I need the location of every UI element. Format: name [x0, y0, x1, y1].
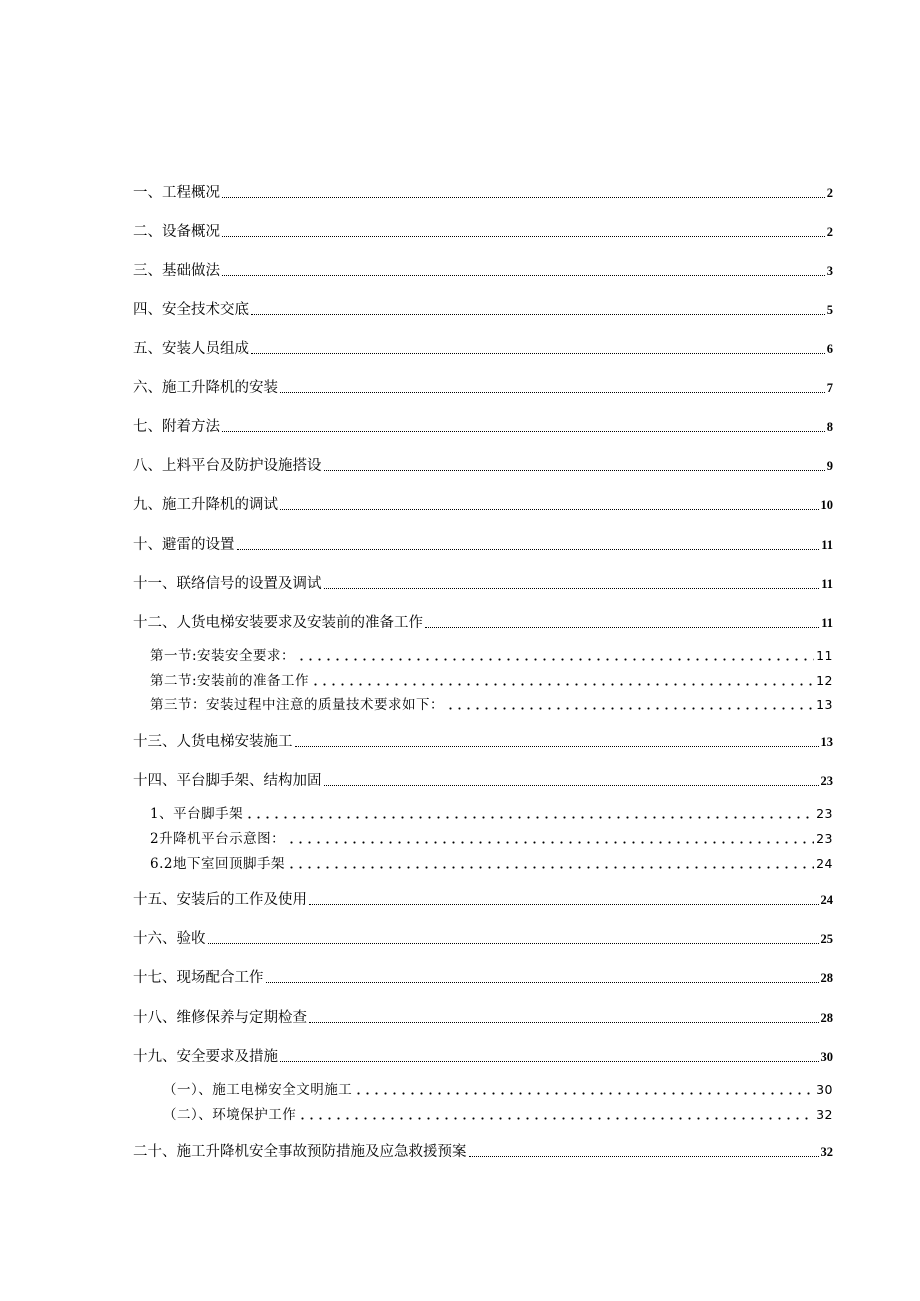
toc-entry[interactable]: [133, 1142, 833, 1162]
toc-subentry-title: （二）、环境保护工作: [163, 1107, 297, 1123]
toc-leader-dots: [245, 811, 814, 819]
toc-entry-page: 5: [826, 303, 833, 317]
toc-subentry-title: 第二节:安装前的准备工作: [150, 673, 310, 689]
toc-entry-page: 11: [821, 577, 833, 591]
toc-entry-title: 十九、安全要求及措施: [133, 1049, 278, 1065]
toc-entry[interactable]: [133, 417, 833, 437]
toc-entry-title: 二、设备概况: [133, 224, 220, 240]
toc-entry-page: 28: [820, 1011, 833, 1025]
toc-entry-title: 一、工程概况: [133, 185, 220, 201]
toc-subentry[interactable]: [150, 805, 833, 823]
toc-leader-dots: [287, 836, 814, 844]
toc-leader-dots: [280, 386, 825, 393]
toc-leader-dots: [309, 898, 819, 905]
toc-leader-dots: [222, 425, 825, 432]
toc-entry-page: 13: [820, 735, 833, 749]
toc-entry-page: 3: [826, 264, 833, 278]
toc-entry-page: 11: [821, 538, 833, 552]
toc-leader-dots: [354, 1087, 814, 1095]
toc-subentry[interactable]: [163, 1081, 833, 1099]
toc-entry-title: 四、安全技术交底: [133, 302, 249, 318]
toc-entry[interactable]: [133, 222, 833, 242]
toc-entry-title: 九、施工升降机的调试: [133, 497, 278, 513]
toc-subentry[interactable]: [150, 830, 833, 848]
toc-leader-dots: [311, 678, 814, 686]
toc-entry-page: 2: [826, 186, 833, 200]
toc-entry-title: 七、附着方法: [133, 419, 220, 435]
toc-leader-dots: [251, 308, 825, 315]
toc-entry-title: 六、施工升降机的安装: [133, 380, 278, 396]
toc-entry[interactable]: [133, 890, 833, 910]
toc-entry[interactable]: [133, 732, 833, 752]
toc-entry[interactable]: [133, 574, 833, 594]
toc-entry[interactable]: [133, 183, 833, 203]
toc-subentry[interactable]: [150, 696, 833, 714]
toc-entry-title: 十三、人货电梯安装施工: [133, 734, 293, 750]
toc-subentry-title: 2升降机平台示意图：: [150, 831, 286, 847]
toc-leader-dots: [266, 976, 819, 983]
toc-subentry[interactable]: [150, 855, 833, 873]
toc-entry[interactable]: [133, 300, 833, 320]
toc-subentry-page: 23: [816, 806, 833, 821]
toc-subentry-title: 第三节：安装过程中注意的质量技术要求如下：: [150, 697, 444, 713]
toc-subentry[interactable]: [150, 647, 833, 665]
toc-entry[interactable]: [133, 378, 833, 398]
toc-subentry-title: 第一节:安装安全要求：: [150, 648, 296, 664]
toc-entry-title: 三、基础做法: [133, 263, 220, 279]
toc-subentry-page: 30: [816, 1082, 833, 1097]
toc-entry[interactable]: [133, 929, 833, 949]
toc-subentry-page: 12: [816, 673, 833, 688]
toc-leader-dots: [222, 191, 825, 198]
toc-entry[interactable]: [133, 771, 833, 791]
toc-subentry-page: 23: [816, 831, 833, 846]
toc-entry-title: 十一、联络信号的设置及调试: [133, 576, 322, 592]
toc-entry-page: 2: [826, 225, 833, 239]
toc-leader-dots: [287, 861, 814, 869]
toc-entry[interactable]: [133, 535, 833, 555]
toc-leader-dots: [324, 582, 820, 589]
toc-subentry-title: 6.2地下室回顶脚手架: [150, 856, 285, 872]
toc-entry-title: 十二、人货电梯安装要求及安装前的准备工作: [133, 615, 423, 631]
toc-entry[interactable]: [133, 1008, 833, 1028]
toc-entry-title: 八、上料平台及防护设施搭设: [133, 458, 322, 474]
toc-leader-dots: [425, 621, 819, 628]
toc-subentry-page: 32: [816, 1107, 833, 1122]
toc-leader-dots: [237, 543, 820, 550]
toc-leader-dots: [324, 464, 825, 471]
toc-entry[interactable]: [133, 339, 833, 359]
toc-leader-dots: [469, 1150, 819, 1157]
toc-entry-title: 十八、维修保养与定期检查: [133, 1010, 307, 1026]
toc-entry[interactable]: [133, 495, 833, 515]
toc-entry-title: 五、安装人员组成: [133, 341, 249, 357]
toc-leader-dots: [324, 779, 819, 786]
toc-entry-page: 10: [820, 498, 833, 512]
toc-subentry-title: 1、平台脚手架: [150, 806, 244, 822]
toc-entry-title: 十、避雷的设置: [133, 537, 235, 553]
toc-entry-page: 7: [826, 381, 833, 395]
toc-entry-title: 十四、平台脚手架、结构加固: [133, 773, 322, 789]
toc-entry[interactable]: [133, 968, 833, 988]
toc-leader-dots: [309, 1016, 819, 1023]
toc-leader-dots: [280, 503, 819, 510]
toc-leader-dots: [295, 740, 819, 747]
toc-leader-dots: [298, 1112, 814, 1120]
toc-entry-page: 30: [820, 1050, 833, 1064]
toc-entry[interactable]: [133, 1047, 833, 1067]
toc-subentry[interactable]: [163, 1106, 833, 1124]
toc-subentry-page: 13: [816, 697, 833, 712]
toc-entry-title: 十五、安装后的工作及使用: [133, 892, 307, 908]
toc-entry-page: 28: [820, 971, 833, 985]
toc-entry-page: 6: [826, 342, 833, 356]
toc-entry-page: 8: [826, 420, 833, 434]
toc-subentry-page: 24: [816, 856, 833, 871]
toc-leader-dots: [222, 230, 825, 237]
toc-subentry-page: 11: [816, 648, 833, 663]
toc-entry-page: 25: [820, 932, 833, 946]
toc-entry-page: 11: [821, 616, 833, 630]
toc-leader-dots: [297, 653, 814, 661]
toc-entry-page: 24: [820, 893, 833, 907]
toc-leader-dots: [446, 702, 814, 710]
toc-entry-page: 23: [820, 774, 833, 788]
toc-entry-page: 9: [826, 459, 833, 473]
toc-entry-page: 32: [820, 1145, 833, 1159]
toc-leader-dots: [280, 1055, 819, 1062]
toc-subentry-title: （一）、施工电梯安全文明施工: [163, 1082, 353, 1098]
toc-leader-dots: [222, 269, 825, 276]
toc-subentry[interactable]: [150, 672, 833, 690]
toc-entry-title: 十六、验收: [133, 931, 206, 947]
toc-entry[interactable]: [133, 613, 833, 633]
toc-entry[interactable]: [133, 261, 833, 281]
toc-leader-dots: [208, 937, 819, 944]
toc-leader-dots: [251, 347, 825, 354]
toc-entry[interactable]: [133, 456, 833, 476]
toc-entry-title: 二十、施工升降机安全事故预防措施及应急救援预案: [133, 1144, 467, 1160]
toc-entry-title: 十七、现场配合工作: [133, 970, 264, 986]
